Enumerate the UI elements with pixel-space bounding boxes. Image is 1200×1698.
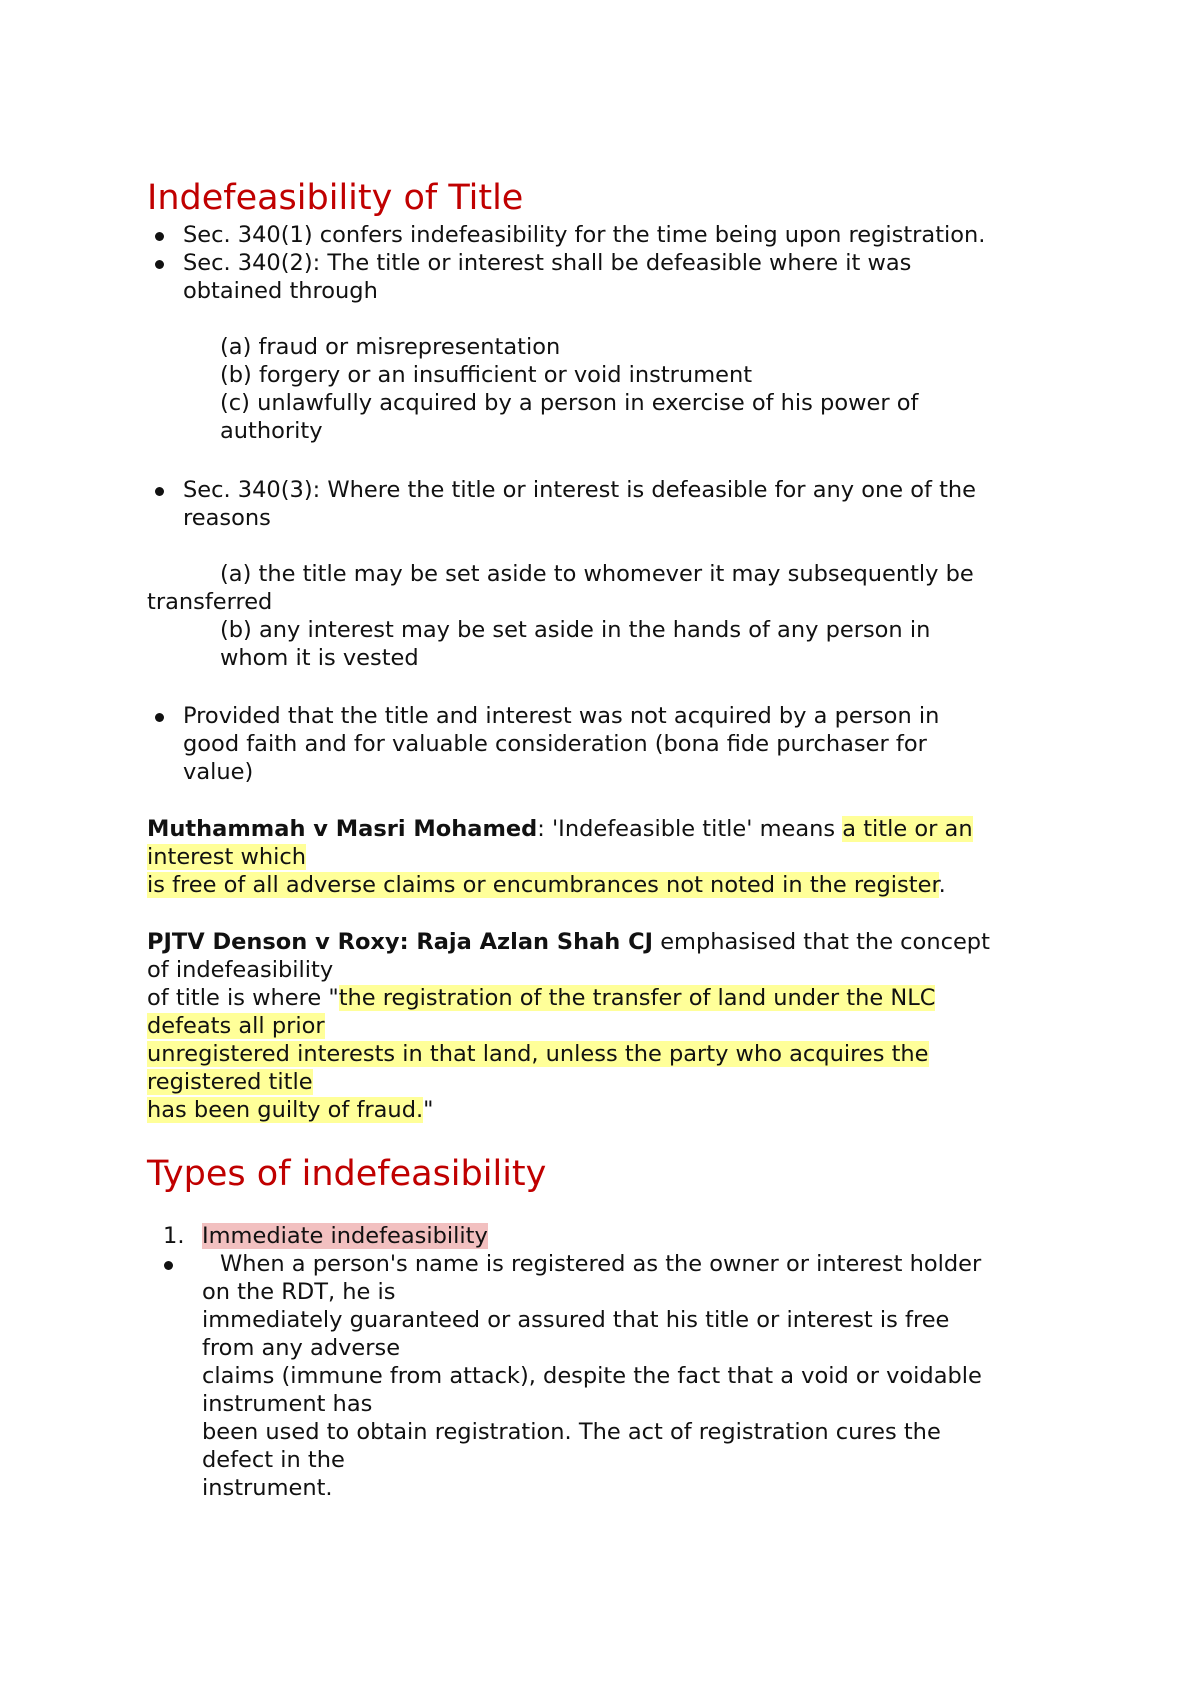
bullet-icon [155, 487, 164, 496]
highlight-text: Immediate indefeasibility [202, 1223, 488, 1249]
highlight-text: a title or an [842, 816, 973, 842]
list-item-immediate [202, 1222, 495, 1250]
immediate-para-line6: instrument has [202, 1391, 373, 1417]
s340-2-item-b: (b) forgery or an insufficient or void instrument [220, 362, 753, 388]
bullet-sec-340-3-line2: reasons [183, 505, 271, 531]
list-number: 1. [163, 1223, 185, 1249]
case-name-pjtv: PJTV Denson v Roxy: Raja Azlan Shah CJ [147, 929, 654, 955]
bullet-sec-340-2-line2: obtained through [183, 278, 378, 304]
s340-3-item-b-line2: whom it is vested [220, 645, 419, 671]
heading-indefeasibility-of-title: Indefeasibility of Title [147, 178, 524, 218]
s340-3-item-a-line2: transferred [147, 589, 273, 615]
bullet-icon [164, 1261, 173, 1270]
muthammah-line1 [147, 815, 973, 843]
highlight-text: interest which [147, 844, 307, 870]
bullet-sec-340-2-line1: Sec. 340(2): The title or interest shall be defeasible where it was [183, 250, 912, 276]
immediate-para-line5: claims (immune from attack), despite the fact that a void or voidable [202, 1363, 982, 1389]
immediate-para-line9: instrument. [202, 1475, 333, 1501]
case-name-muthammah: Muthammah v Masri Mohamed [147, 816, 538, 842]
bullet-sec-340-3-line1: Sec. 340(3): Where the title or interest is defeasible for any one of the [183, 477, 977, 503]
highlight-text: has been guilty of fraud. [147, 1097, 424, 1123]
s340-3-item-a-line1: (a) the title may be set aside to whomever it may subsequently be [220, 561, 974, 587]
bullet-icon [155, 713, 164, 722]
pjtv-line1 [147, 928, 990, 956]
period-text: . [938, 872, 946, 898]
bullet-icon [155, 260, 164, 269]
immediate-para-line2: on the RDT, he is [202, 1279, 396, 1305]
s340-2-item-c-line2: authority [220, 418, 323, 444]
pjtv-line6 [147, 1068, 313, 1096]
pjtv-line2: of indefeasibility [147, 957, 334, 983]
highlight-text: unregistered interests in that land, unless the party who acquires the [147, 1041, 929, 1067]
immediate-para-line3: immediately guaranteed or assured that his title or interest is free [202, 1307, 950, 1333]
pjtv-line7 [147, 1096, 434, 1124]
muthammah-text: : 'Indefeasible title' means [537, 816, 843, 842]
pjtv-text: emphasised that the concept [653, 929, 990, 955]
pjtv-line4 [147, 1012, 325, 1040]
pjtv-line5 [147, 1040, 929, 1068]
quote-text: " [423, 1097, 434, 1123]
highlight-text: defeats all prior [147, 1013, 325, 1039]
pjtv-text: of title is where " [147, 985, 339, 1011]
highlight-text: registered title [147, 1069, 313, 1095]
immediate-para-line8: defect in the [202, 1447, 345, 1473]
pjtv-line3 [147, 984, 935, 1012]
bullet-proviso-line3: value) [183, 759, 254, 785]
s340-3-item-b-line1: (b) any interest may be set aside in the hands of any person in [220, 617, 931, 643]
s340-2-item-a: (a) fraud or misrepresentation [220, 334, 561, 360]
bullet-proviso-line2: good faith and for valuable consideration (bona fide purchaser for [183, 731, 927, 757]
immediate-para-line7: been used to obtain registration. The act of registration cures the [202, 1419, 941, 1445]
heading-types-of-indefeasibility: Types of indefeasibility [147, 1154, 547, 1194]
muthammah-line3 [147, 871, 946, 899]
immediate-para-line4: from any adverse [202, 1335, 401, 1361]
bullet-proviso-line1: Provided that the title and interest was not acquired by a person in [183, 703, 940, 729]
s340-2-item-c-line1: (c) unlawfully acquired by a person in exercise of his power of [220, 390, 919, 416]
highlight-text: is free of all adverse claims or encumbrances not noted in the register [147, 872, 939, 898]
bullet-sec-340-1: Sec. 340(1) confers indefeasibility for the time being upon registration. [183, 222, 986, 248]
bullet-icon [155, 232, 164, 241]
highlight-text: the registration of the transfer of land under the NLC [338, 985, 936, 1011]
muthammah-line2 [147, 843, 306, 871]
immediate-para-line1: When a person's name is registered as the owner or interest holder [220, 1251, 982, 1277]
